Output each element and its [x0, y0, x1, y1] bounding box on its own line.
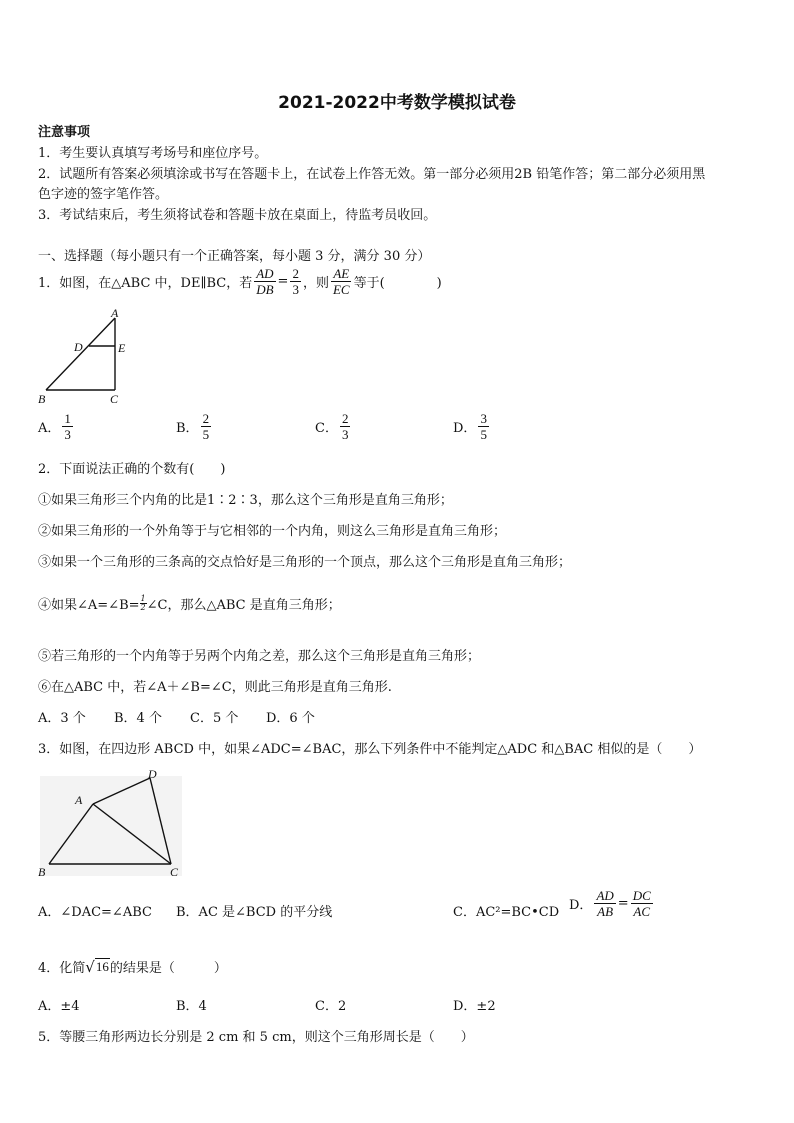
q1-fraction-2-3 [290, 266, 301, 297]
q3-option-d[interactable] [569, 888, 655, 919]
label-d: D [148, 767, 157, 781]
q2-option-c[interactable]: C．5 个 [190, 711, 239, 726]
page-title: 2021-2022中考数学模拟试卷 [278, 93, 516, 113]
label-e: E [118, 341, 126, 355]
q3-option-b[interactable]: B．AC 是∠BCD 的平分线 [176, 905, 333, 920]
q1-option-d-letter: D． [453, 421, 477, 436]
q4-option-a[interactable]: A．±4 [38, 999, 80, 1014]
question-5-stem: 5．等腰三角形两边长分别是 2 cm 和 5 cm，则这个三角形周长是（ ） [38, 1030, 474, 1045]
q1-option-b-den: 5 [202, 427, 210, 442]
q4-option-c[interactable]: C．2 [315, 999, 347, 1014]
q2-s4-frac-num: 1 [140, 594, 146, 603]
notice-item-1: 1．考生要认真填写考场号和座位序号。 [38, 146, 268, 161]
question-3-stem: 3．如图，在四边形 ABCD 中，如果∠ADC=∠BAC，那么下列条件中不能判定△ADC 和△BAC 相似的是（ ） [38, 742, 702, 757]
q1-option-b[interactable] [176, 411, 213, 442]
notice-item-3: 3．考试结束后，考生须将试卷和答题卡放在桌面上，待监考员收回。 [38, 208, 437, 223]
q1-fraction-ae-ec [331, 266, 352, 297]
sqrt-icon: √ [85, 957, 95, 976]
q2-option-b[interactable]: B．4 个 [114, 711, 162, 726]
q2-statement-5: ⑤若三角形的一个内角等于另两个内角之差，那么这个三角形是直角三角形； [38, 649, 481, 664]
q3-option-c[interactable]: C．AC²=BC•CD [453, 905, 560, 920]
q2-s4-frac-den: 2 [140, 603, 146, 612]
q1-option-d[interactable] [453, 411, 491, 442]
question-4-stem [38, 957, 227, 976]
q3-d-num1: AD [596, 888, 614, 903]
q1-option-c-fraction [340, 411, 351, 442]
q4-option-b[interactable]: B．4 [176, 999, 207, 1014]
q1-option-b-fraction [201, 411, 212, 442]
q1-option-d-den: 5 [480, 427, 487, 442]
question-1-stem [38, 266, 442, 297]
label-a: A [111, 306, 119, 320]
label-a: A [75, 793, 83, 807]
q3-quadrilateral-figure [36, 764, 186, 880]
q1-frac3-num: AE [333, 266, 350, 281]
q4-option-d[interactable]: D．±2 [453, 999, 496, 1014]
q2-option-a[interactable]: A．3 个 [38, 711, 86, 726]
q2-statement-3: ③如果一个三角形的三条高的交点恰好是三角形的一个顶点，那么这个三角形是直角三角形； [38, 555, 572, 570]
label-b: B [38, 865, 46, 879]
q1-mid: ，则 [302, 276, 329, 291]
q1-frac1-num: AD [256, 266, 274, 281]
notice-heading: 注意事项 [38, 125, 91, 140]
notice-item-2-line2: 色字迹的签字笔作答。 [38, 187, 169, 202]
q1-prefix: 1．如图，在△ABC 中，DE∥BC，若 [38, 276, 253, 291]
q2-option-d[interactable]: D．6 个 [266, 711, 315, 726]
q4-radicand: 16 [95, 959, 109, 974]
q3-d-num2: DC [632, 888, 651, 903]
q1-frac2-num: 2 [292, 266, 299, 281]
notice-item-2-line1: 2．试题所有答案必须填涂或书写在答题卡上，在试卷上作答无效。第一部分必须用2B 铅笔作答；第二部分必须用黑 [38, 167, 706, 182]
question-2-stem: 2．下面说法正确的个数有( ) [38, 462, 226, 477]
q3-option-d-letter: D． [569, 898, 593, 913]
q1-option-c-num: 2 [341, 411, 349, 426]
q1-triangle-figure [34, 306, 134, 406]
q1-option-d-fraction [478, 411, 489, 442]
figure-background [40, 776, 182, 876]
q1-frac2-den: 3 [292, 282, 299, 297]
q2-s4-prefix: ④如果∠A=∠B= [38, 598, 140, 613]
q3-option-d-fraction-1 [594, 888, 615, 919]
q2-s4-suffix: ∠C，那么△ABC 是直角三角形； [146, 598, 341, 613]
q1-frac1-den: DB [256, 282, 274, 297]
q2-s4-half-fraction [140, 595, 147, 612]
label-c: C [110, 392, 119, 406]
section-heading: 一、选择题（每小题只有一个正确答案，每小题 3 分，满分 30 分） [38, 249, 431, 264]
label-c: C [170, 865, 179, 879]
q3-d-den2: AC [633, 904, 651, 919]
q1-option-a-num: 1 [64, 411, 71, 426]
q1-option-c-den: 3 [341, 427, 349, 442]
q1-option-d-num: 3 [480, 411, 487, 426]
q1-option-a[interactable] [38, 411, 75, 442]
q1-fraction-ad-db [254, 266, 275, 297]
q2-statement-2: ②如果三角形的一个外角等于与它相邻的一个内角，则这么三角形是直角三角形； [38, 524, 507, 539]
q1-option-c[interactable] [315, 411, 352, 442]
q1-option-c-letter: C． [315, 421, 338, 436]
q1-suffix: 等于( ) [353, 276, 442, 291]
q1-option-b-num: 2 [202, 411, 210, 426]
q3-option-d-fraction-2 [631, 888, 653, 919]
q3-d-den1: AB [597, 904, 614, 919]
q2-statement-4 [38, 594, 341, 613]
q1-equals: = [277, 274, 289, 289]
q4-suffix: 的结果是（ ） [109, 961, 227, 976]
q3-option-a[interactable]: A．∠DAC=∠ABC [38, 905, 152, 920]
label-d: D [74, 340, 83, 354]
q4-prefix: 4．化简 [38, 961, 86, 976]
line-ab [46, 318, 115, 390]
q1-frac3-den: EC [332, 282, 350, 297]
q1-option-a-den: 3 [64, 427, 71, 442]
q1-option-b-letter: B． [176, 421, 199, 436]
q2-statement-6: ⑥在△ABC 中，若∠A＋∠B=∠C，则此三角形是直角三角形. [38, 680, 392, 695]
q3-d-equals: = [617, 896, 629, 911]
q1-option-a-letter: A． [38, 421, 61, 436]
q2-statement-1: ①如果三角形三个内角的比是1∶2∶3，那么这个三角形是直角三角形； [38, 493, 453, 508]
label-b: B [38, 392, 46, 406]
q1-option-a-fraction [62, 411, 73, 442]
